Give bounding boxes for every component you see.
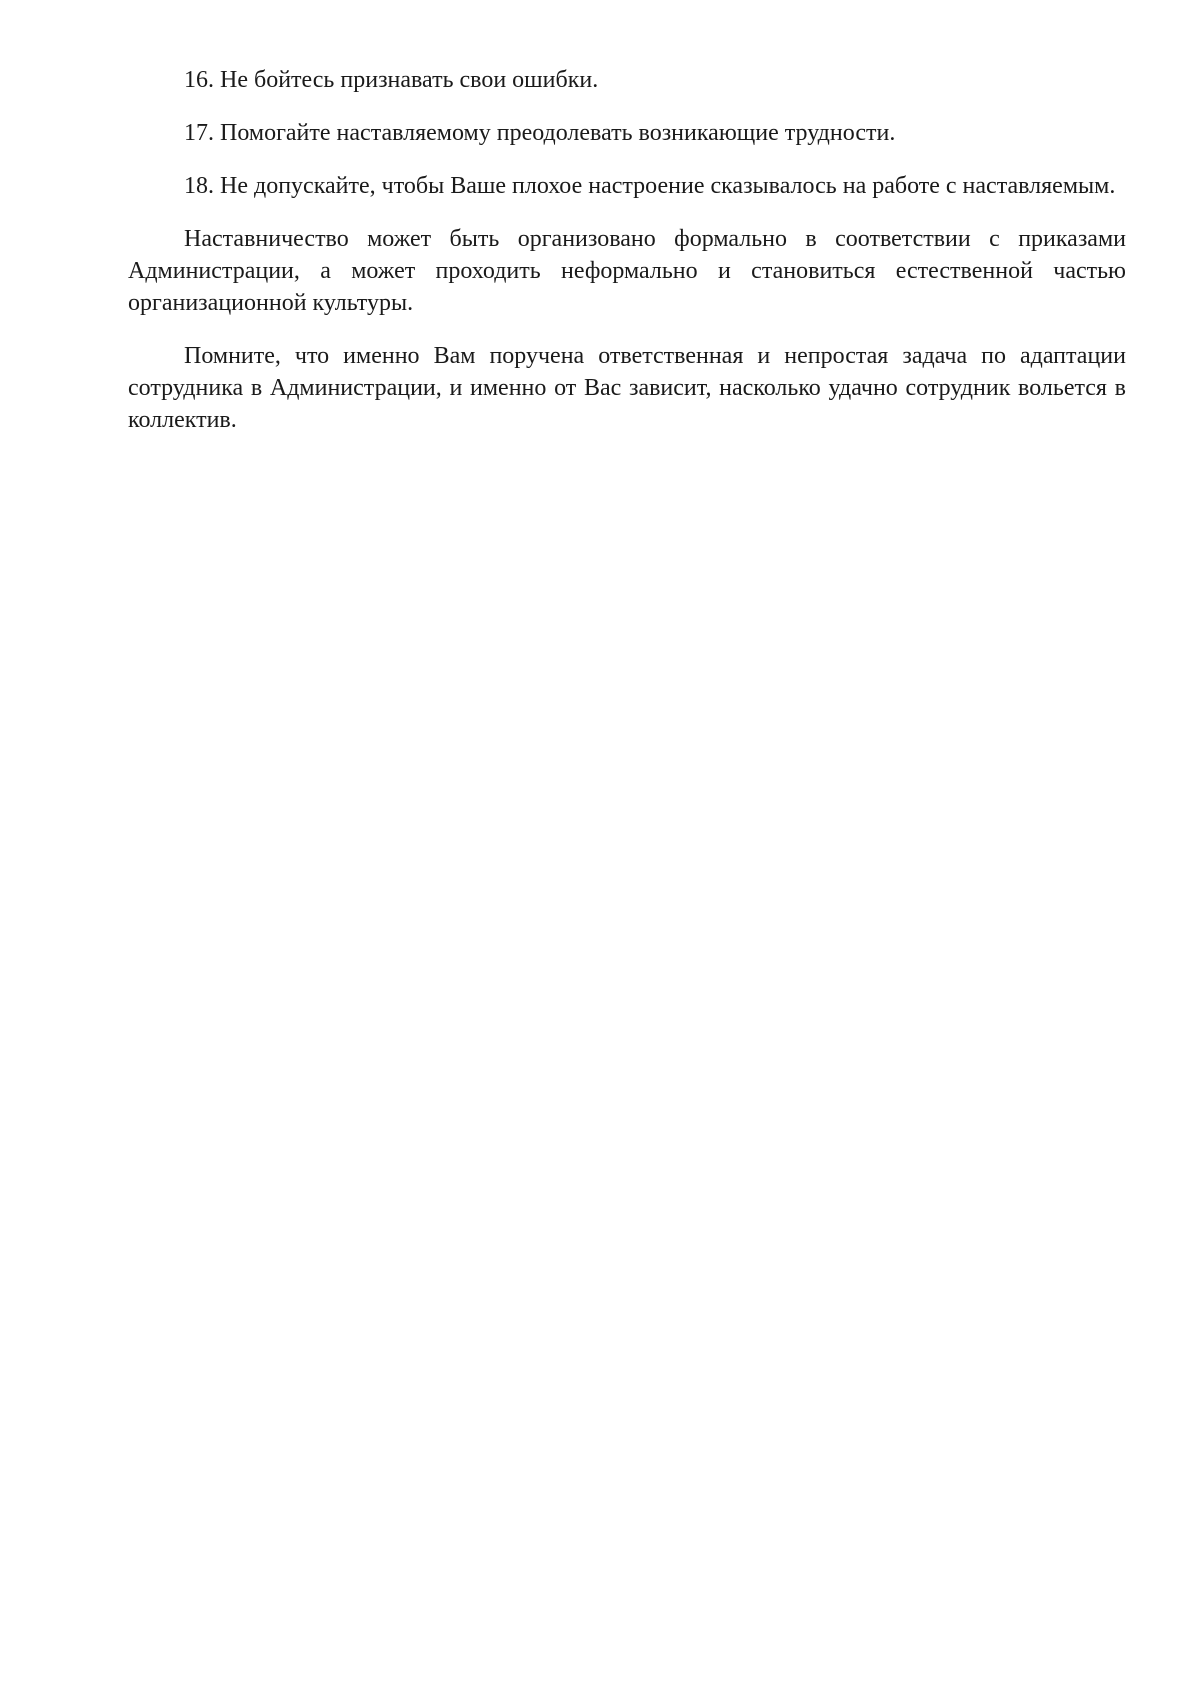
paragraph-item-16: 16. Не бойтесь признавать свои ошибки. bbox=[184, 67, 599, 93]
paragraph-mentoring-organization: Наставничество может быть организовано формально в соответствии с приказами Администрации, а может проходить неформально и становиться естественной частью организационной культуры. bbox=[128, 226, 1126, 316]
paragraph-item-18: 18. Не допускайте, чтобы Ваше плохое настроение сказывалось на работе с наставляемым. bbox=[184, 173, 1116, 199]
document-body bbox=[128, 64, 1126, 457]
paragraph-item-17: 17. Помогайте наставляемому преодолевать возникающие трудности. bbox=[184, 120, 896, 146]
paragraph-closing-reminder: Помните, что именно Вам поручена ответственная и непростая задача по адаптации сотрудника в Администрации, и именно от Вас зависит, насколько удачно сотрудник вольется в коллектив. bbox=[128, 343, 1126, 433]
